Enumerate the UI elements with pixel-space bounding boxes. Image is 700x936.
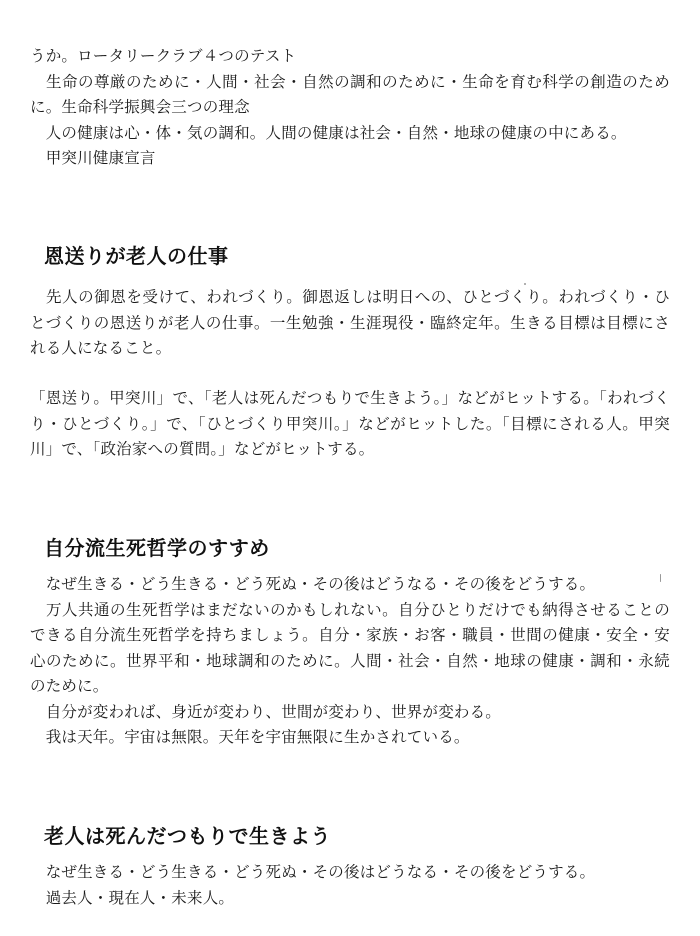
scan-speck	[660, 574, 661, 582]
section-heading-okuri: 恩送りが老人の仕事	[44, 244, 229, 268]
section-roujin-body: なぜ生きる・どう生きる・どう死ぬ・その後はどうなる・その後をどうする。 過去人・現在人・未来人。	[45, 863, 596, 907]
scan-speck	[524, 283, 526, 285]
section-philosophy-body: なぜ生きる・どう生きる・どう死ぬ・その後はどうなる・その後をどうする。 万人共通の生死哲学はまだないのかもしれない。自分ひとりだけでも納得させることのできる自分流生死哲学を持ちましょう。自分・家族・お客・職員・世間の健康・安全・安心のために。世界平和・地球調和のために。人間・社会・自然・地球の健康・調和・永続のために。 自分が変われば、身近が変わり、世間が変わり、世界が変わる。 我は天年。宇宙は無限。天年を宇宙無限に生かされている。	[30, 575, 670, 746]
intro-text: うか。ロータリークラブ４つのテスト 生命の尊厳のために・人間・社会・自然の調和のために・生命を育む科学の創造のために。生命科学振興会三つの理念 人の健康は心・体・気の調和。人間の健康は社会・自然・地球の健康の中にある。 甲突川健康宣言	[30, 47, 670, 167]
section-okuri-paragraph-2: 「恩送り。甲突川」で、「老人は死んだつもりで生きよう。」などがヒットする。「われづくり・ひとづくり。」で、「ひとづくり甲突川。」などがヒットした。「目標にされる人。甲突川」で、「政治家への質問。」などがヒットする。	[30, 389, 670, 458]
section-heading-philosophy: 自分流生死哲学のすすめ	[44, 536, 270, 560]
section-heading-roujin: 老人は死んだつもりで生きよう	[44, 824, 331, 848]
section-okuri-paragraph-1: 先人の御恩を受けて、われづくり。御恩返しは明日への、ひとづくり。われづくり・ひとづくりの恩送りが老人の仕事。一生勉強・生涯現役・臨終定年。生きる目標は目標にされる人になること。	[30, 288, 670, 357]
